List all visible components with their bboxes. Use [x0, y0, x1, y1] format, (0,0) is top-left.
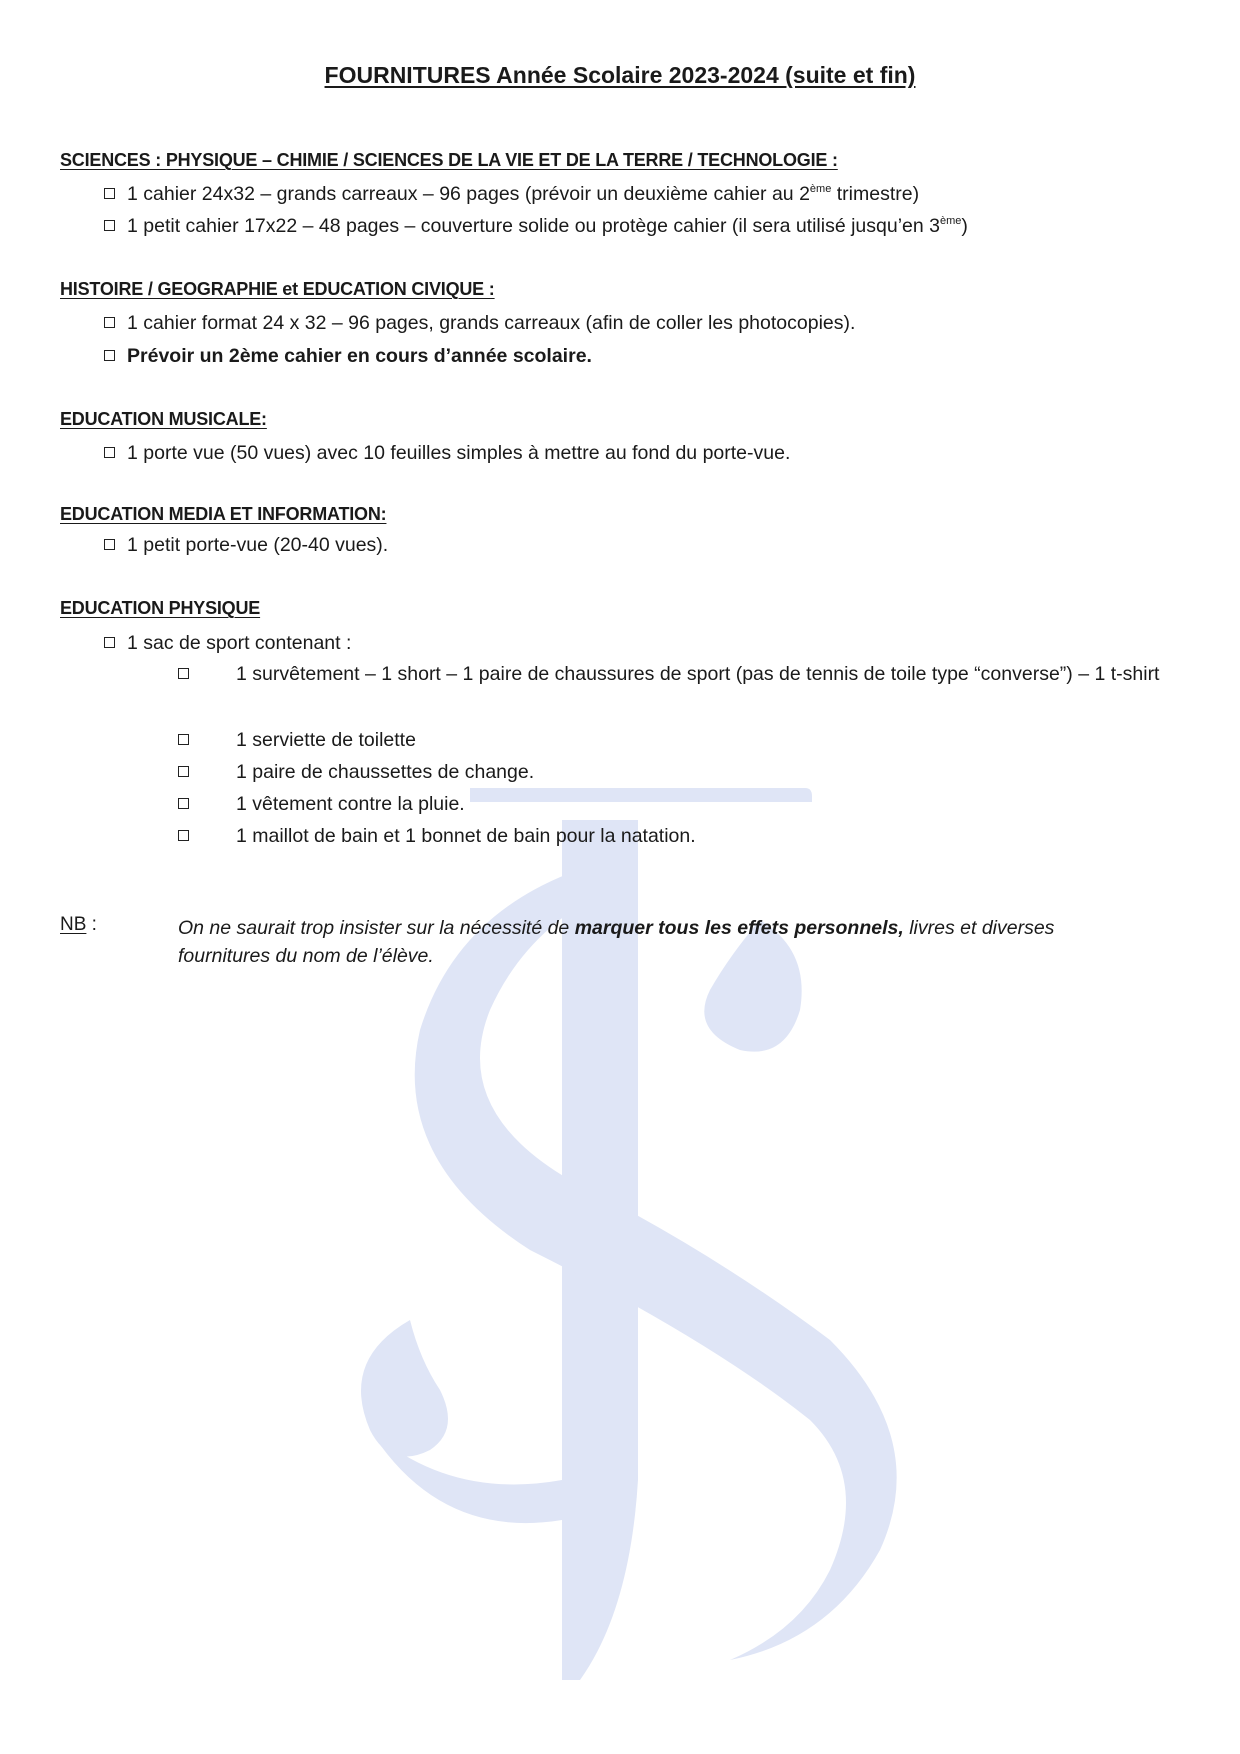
item-text: 1 vêtement contre la pluie.	[236, 793, 465, 815]
item-text: 1 cahier 24x32 – grands carreaux – 96 pages (prévoir un deuxième cahier au 2	[127, 183, 810, 205]
page-title: FOURNITURES Année Scolaire 2023-2024 (suite et fin)	[324, 62, 916, 88]
checkbox-icon	[178, 766, 189, 777]
list-item-histoire-2	[104, 344, 592, 368]
nb-text-emphasis: marquer tous les effets personnels,	[574, 917, 904, 939]
item-text: 1 porte vue (50 vues) avec 10 feuilles simples à mettre au fond du porte-vue.	[127, 442, 791, 464]
item-text: 1 survêtement – 1 short – 1 paire de chaussures de sport (pas de tennis de toile type “converse”) – 1 t-shirt	[236, 663, 1160, 685]
checkbox-icon	[104, 350, 115, 361]
nb-colon: :	[86, 914, 97, 935]
item-text: 1 serviette de toilette	[236, 729, 416, 751]
list-item-sciences-2	[104, 214, 968, 238]
heading-physique: EDUCATION PHYSIQUE	[60, 598, 261, 618]
list-item-physique-1	[104, 631, 351, 655]
list-item-sciences-1	[104, 182, 919, 206]
nb-text	[178, 914, 1138, 970]
checkbox-icon	[178, 798, 189, 809]
nb-text-part: On ne saurait trop insister sur la nécessité de	[178, 917, 575, 939]
heading-histoire: HISTOIRE / GEOGRAPHIE et EDUCATION CIVIQUE :	[60, 279, 495, 299]
item-text: 1 paire de chaussettes de change.	[236, 761, 535, 783]
nb-label-text: NB	[60, 914, 87, 935]
checkbox-icon	[104, 188, 115, 199]
checkbox-icon	[104, 220, 115, 231]
heading-sciences: SCIENCES : PHYSIQUE – CHIMIE / SCIENCES DE LA VIE ET DE LA TERRE / TECHNOLOGIE :	[60, 150, 838, 170]
list-item-histoire-1	[104, 311, 855, 335]
item-text: trimestre)	[831, 183, 920, 205]
checkbox-icon	[104, 637, 115, 648]
item-text: )	[961, 215, 968, 237]
checkbox-icon	[104, 447, 115, 458]
heading-musicale: EDUCATION MUSICALE:	[60, 409, 267, 429]
item-text: 1 petit cahier 17x22 – 48 pages – couverture solide ou protège cahier (il sera utilisé jusqu’en 3	[127, 215, 941, 237]
superscript: ème	[809, 183, 832, 195]
checkbox-icon	[178, 668, 189, 679]
superscript: ème	[940, 215, 962, 227]
checkbox-icon	[178, 830, 189, 841]
item-text: 1 sac de sport contenant :	[127, 632, 352, 654]
nb-text-part: livres et diverses fournitures du nom de l’élève.	[178, 917, 1055, 967]
item-text: 1 maillot de bain et 1 bonnet de bain pour la natation.	[236, 825, 696, 847]
item-text: Prévoir un 2ème cahier en cours d’année scolaire.	[127, 345, 592, 367]
item-text: 1 cahier format 24 x 32 – 96 pages, grands carreaux (afin de coller les photocopies).	[127, 312, 856, 334]
checkbox-icon	[104, 539, 115, 550]
checkbox-icon	[178, 734, 189, 745]
list-item-media-1	[104, 533, 388, 557]
list-item-musicale-1	[104, 441, 790, 465]
item-text: 1 petit porte-vue (20-40 vues).	[127, 534, 389, 556]
nb-label	[60, 914, 97, 936]
checkbox-icon	[104, 317, 115, 328]
heading-media: EDUCATION MEDIA ET INFORMATION:	[60, 504, 387, 524]
